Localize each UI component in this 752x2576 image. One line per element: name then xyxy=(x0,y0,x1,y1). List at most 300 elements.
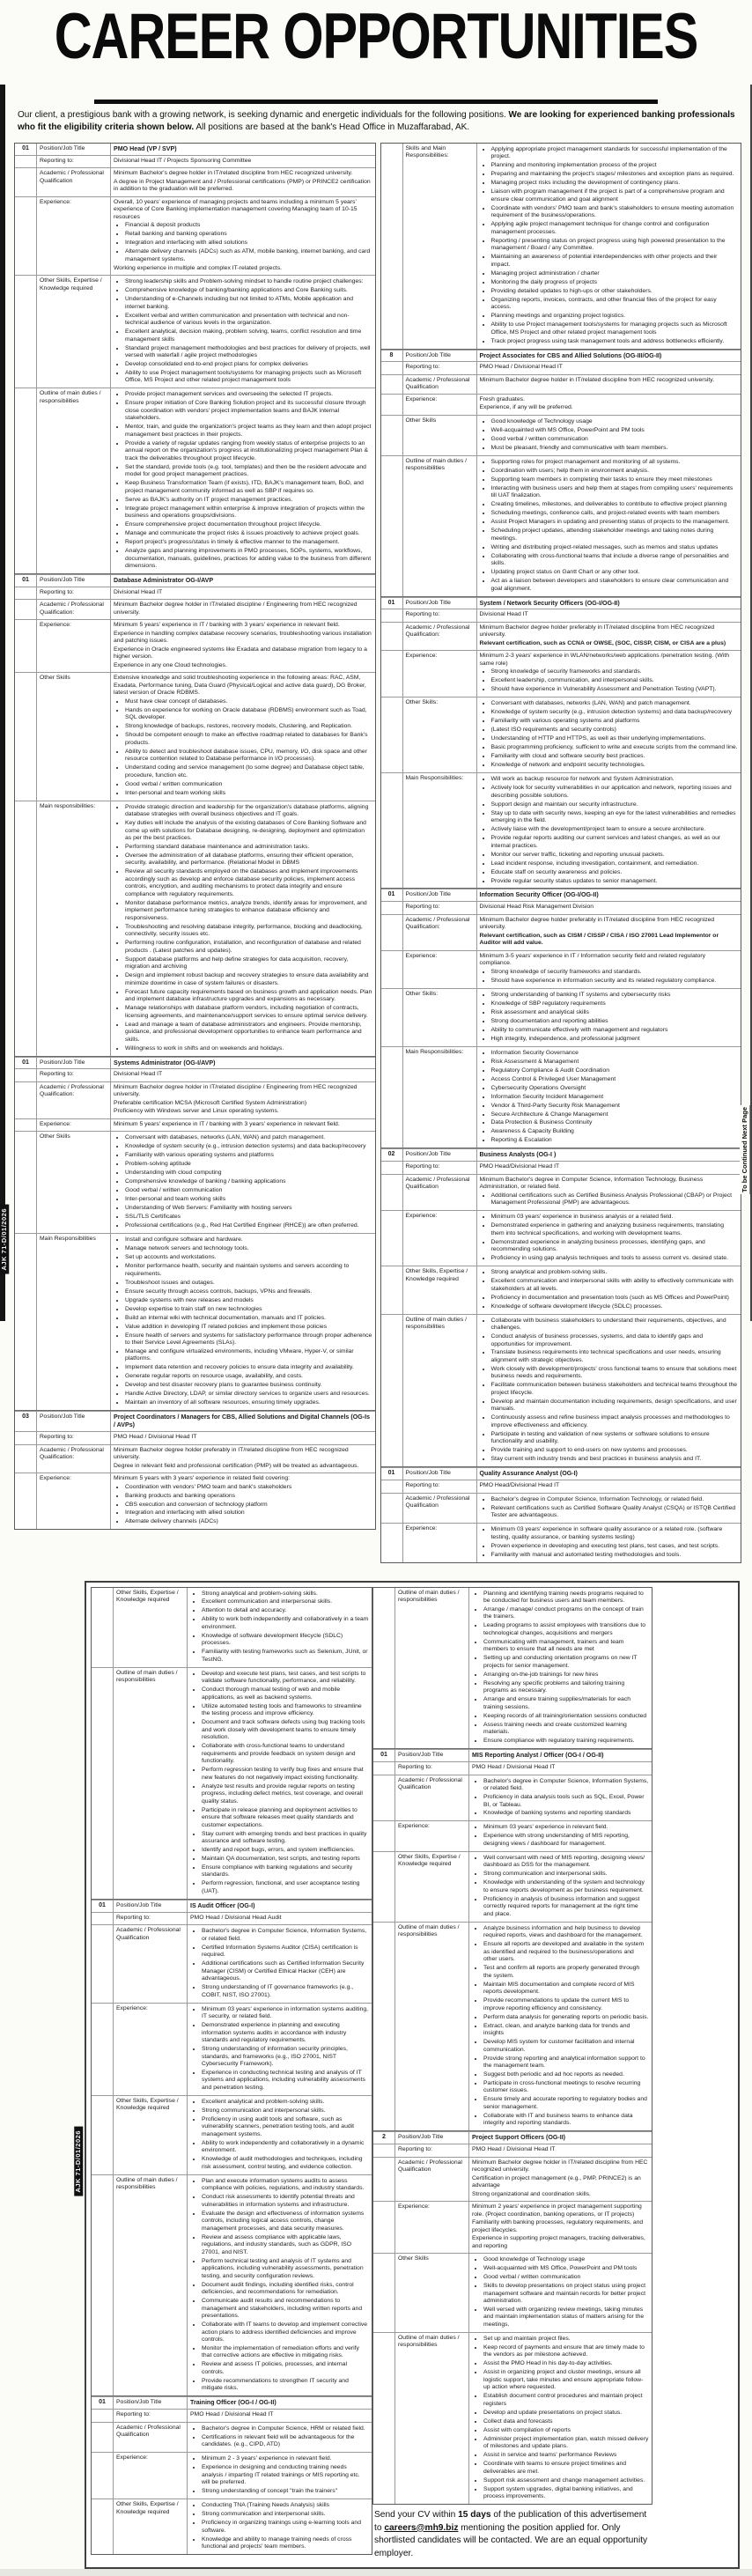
bullet-item: • Managing project risks including the development of contingency plans. xyxy=(491,180,739,187)
bullet-item: • Mentor, train, and guide the organization's project teams as they learn and then adopt project management best practices in their projects. xyxy=(125,424,372,439)
bullet-item: • Alternate delivery channels (ADCs) xyxy=(125,1518,372,1525)
field-content xyxy=(468,2144,652,2156)
position-count xyxy=(381,1175,402,1210)
bullet-item: • Communicate audit results and recommendations to management and stakeholders, including written reports and presentations. xyxy=(202,2298,369,2320)
bullet-item: • Continuously assess and refine business impact analysis processes and methodologies to improve effectiveness and efficiency. xyxy=(491,1414,739,1429)
field-row xyxy=(381,1493,741,1523)
bullet-item: • Should be competent enough to make an effective roadmap related to databases for Bank's products. xyxy=(125,732,372,747)
field-row xyxy=(15,167,375,196)
bullet-item: • Managing project administration / charter xyxy=(491,270,739,277)
field-row xyxy=(15,801,375,1056)
field-row xyxy=(15,1411,375,1431)
field-content xyxy=(110,156,375,167)
field-label: Other Skills, Expertise / Knowledge required xyxy=(36,276,110,388)
position-count xyxy=(381,915,402,950)
field-row xyxy=(381,1210,741,1266)
field-row xyxy=(381,697,741,772)
bullet-item: • Scheduling project updates, attending stakeholder meetings and taking notes during meetings. xyxy=(491,528,739,543)
field-label: Experience: xyxy=(394,2202,468,2253)
bullet-item: • CBS execution and conversion of technology platform xyxy=(125,1502,372,1509)
text-line: PMO Head / Divisional Head IT xyxy=(190,2411,274,2418)
field-row xyxy=(15,1131,375,1233)
field-row xyxy=(15,1431,375,1443)
bullet-list xyxy=(480,1526,739,1559)
field-row xyxy=(381,1161,741,1173)
field-row xyxy=(381,622,741,650)
text-line: Minimum Bachelor degree holder in IT/related discipline / Engineering from HEC recognized university. xyxy=(114,602,358,616)
field-row xyxy=(373,1851,652,1922)
apply-instructions xyxy=(372,2505,652,2562)
bullet-list xyxy=(114,278,372,385)
position-count xyxy=(373,2254,394,2332)
position-block xyxy=(381,1148,741,1466)
bullet-item: • Ability to communicate effectively with management and regulators xyxy=(491,1027,739,1034)
position-count: 01 xyxy=(387,599,395,606)
field-label: Academic / Professional Qualification: xyxy=(36,1082,110,1118)
position-count xyxy=(15,168,36,196)
bullet-list xyxy=(114,1236,372,1407)
field-label: Position/Job Title xyxy=(402,351,476,362)
field-row xyxy=(381,609,741,621)
text-line: PMO Head / Divisional Head IT xyxy=(472,1764,556,1771)
field-row xyxy=(15,619,375,672)
text-line: A degree in Project Management and / Professional certifications (PMP) or PRINCE2 certification in addition to the graduation will be preferred. xyxy=(114,178,371,193)
field-row xyxy=(381,772,741,888)
bullet-item: • Strong leadership skills and Problem-solving mindset to handle routine project challenges: xyxy=(125,278,372,285)
bullet-item: • Collaborate with IT teams to develop and implement corrective action plans to address identified deficiencies and improve controls. xyxy=(202,2321,369,2343)
bullet-item: • Good verbal / written communication xyxy=(483,2274,649,2281)
bullet-item: • Collaborate with IT and business teams to enhance data integrity and reporting standards. xyxy=(483,2113,649,2128)
position-count xyxy=(15,276,36,388)
position-count xyxy=(15,156,36,167)
intro-text: Our client, a prestigious bank with a growing network, is seeking dynamic and energetic individuals for the following positions. xyxy=(18,110,509,120)
field-content xyxy=(187,1588,372,1667)
text-line: Divisional Head IT / Projects Sponsoring Committee xyxy=(114,157,252,164)
bullet-item: • Relevant certifications such as Certified Software Quality Analyst (CSQA) or ISTQB Certified Tester are advantageous. xyxy=(491,1505,739,1520)
position-title: Systems Administrator (OG-I/AVP) xyxy=(110,1058,375,1069)
field-row xyxy=(92,2452,372,2498)
field-content xyxy=(476,1524,741,1561)
field-content xyxy=(476,1162,741,1173)
text-line: Minimum Bachelor's degree in Computer Science, Information Technology, Business Administration, or related field. xyxy=(479,1176,704,1191)
bullet-item: • Experience in designing and conducting training needs analysis / imparting IT related trainings or MIS reporting etc. will be preferred. xyxy=(202,2464,369,2486)
position-block xyxy=(381,1466,741,1561)
bullet-item: • Proficiency in analysis of business information and suggest correctly required reports for management at the right time and place. xyxy=(483,1896,649,1918)
field-label: Outline of main duties / responsibilities xyxy=(394,1923,468,2131)
bullet-item: • Minimum 03 years' experience in software quality assurance or a related role. (software testing, quality assurance, or banking systems testing) xyxy=(491,1526,739,1541)
position-count xyxy=(373,2158,394,2201)
bullet-item: • Collaborate with business stakeholders to understand their requirements, objectives, and challenges. xyxy=(491,1318,739,1332)
field-content xyxy=(187,1913,372,1924)
position-count: 01 xyxy=(99,1901,106,1908)
field-row xyxy=(373,1922,652,2131)
position-block xyxy=(15,1410,375,1529)
field-row xyxy=(15,587,375,599)
field-content xyxy=(476,1480,741,1492)
bullet-item: • Ensure comprehensive project documentation throughout project lifecycle. xyxy=(125,521,372,528)
position-count xyxy=(381,1524,402,1561)
field-label: Academic / Professional Qualification xyxy=(402,1494,476,1523)
position-count xyxy=(92,2175,113,2396)
bullet-item: • Access Control & Privileged User Management xyxy=(491,1076,739,1083)
bullet-item: • Manage network servers and technology tools. xyxy=(125,1245,372,1252)
field-row xyxy=(381,988,741,1046)
position-count: 01 xyxy=(99,2399,106,2406)
position-count xyxy=(15,620,36,672)
bullet-item: • Plan and execute information systems audits to assess compliance with policies, regulations, and industry standards. xyxy=(202,2178,369,2193)
bullet-item: • Vendor & Third-Party Security Risk Management xyxy=(491,1103,739,1110)
bullet-item: • Design and implement robust backup and recovery strategies to ensure data availability and minimize downtime in case of system failures or disasters. xyxy=(125,972,372,987)
field-content xyxy=(476,1211,741,1266)
bullet-item: • Knowledge of software development lifecycle (SDLC) processes. xyxy=(491,1303,739,1310)
position-count xyxy=(15,1234,36,1410)
position-title: Database Administrator OG-I/AVP xyxy=(110,575,375,587)
field-content xyxy=(110,620,375,672)
bullet-item: • Proven experience in developing and executing test plans, test cases, and test scripts. xyxy=(491,1543,739,1550)
field-label: Experience: xyxy=(36,1473,110,1529)
bullet-item: • Excellent leadership, communication, and interpersonal skills. xyxy=(491,677,739,684)
bullet-item: • Support system upgrades, digital banking initiatives, and process improvements. xyxy=(483,2486,649,2501)
field-row xyxy=(381,1314,741,1467)
bullet-item: • Risk Assessment & Management xyxy=(491,1059,739,1066)
bullet-item: • Experience with strong understanding of MIS reporting, designing views / dashboard for management. xyxy=(483,1833,649,1848)
bullet-item: • Develop and test disaster recovery plans to guarantee business continuity. xyxy=(125,1382,372,1389)
field-content xyxy=(476,698,741,772)
position-title: Quality Assurance Analyst (OG-I) xyxy=(476,1468,741,1480)
text-line: Extensive knowledge and solid troubleshooting experience in the following areas: RAC, ASM, Exadata, Performance tuning, Data Guard (Physical/Logical and active data guard), DG Broker, latest version of Oracle RDBMS. xyxy=(114,675,366,697)
field-label: Academic / Professional Qualification: xyxy=(36,1445,110,1473)
field-label: Outline of main duties / responsibilities xyxy=(36,388,110,573)
bullet-item: • Monitoring the daily progress of projects xyxy=(491,279,739,286)
field-label: Other Skills: xyxy=(402,698,476,772)
position-count: 01 xyxy=(22,1059,29,1066)
text-line: Minimum 2 years' experience in project management supporting role. (Project coordination, banking operations, or IT projects) xyxy=(472,2203,642,2218)
field-content xyxy=(187,1925,372,2002)
field-content xyxy=(110,1432,375,1443)
field-content xyxy=(468,1775,652,1821)
bullet-item: • Forecast future capacity requirements based on business growth and application needs. Plan and implement database infrastructure upgrades and expansions as necessary. xyxy=(125,989,372,1004)
bullet-item: • Coordination with vendors' PMO team and bank's stakeholders xyxy=(125,1484,372,1491)
bullet-item: • Knowledge of system security (e.g., intrusion detection systems) and data backup/recovery xyxy=(125,1143,372,1150)
field-content xyxy=(110,1473,375,1529)
bullet-item: • Problem-solving aptitude xyxy=(125,1161,372,1168)
bullet-item: • Actively liaise with the development/project team to ensure a secure architecture. xyxy=(491,826,739,833)
field-content xyxy=(187,2410,372,2421)
bullet-item: • Bachelor's degree in Computer Science, Information Systems, or related field. xyxy=(483,1778,649,1793)
bullet-item: • Must be pleasant, friendly and communicative with team members. xyxy=(491,445,739,452)
position-count xyxy=(381,651,402,697)
field-label: Position/Job Title xyxy=(402,889,476,901)
bullet-item: • Provide project management services and overseeing the selected IT projects. xyxy=(125,391,372,398)
bullet-item: • Inter-personal and team working skills xyxy=(125,1196,372,1203)
intro-paragraph xyxy=(0,104,752,137)
bullet-item: • Interacting with business users and help them at stages from compiling users' requirements till UAT finalization. xyxy=(491,485,739,500)
text-line: Minimum Bachelor's degree holder in IT/related discipline from HEC recognized university. xyxy=(114,170,353,177)
field-row xyxy=(381,650,741,697)
position-count xyxy=(373,1923,394,2131)
text-line: PMO Head / Divisional Head IT xyxy=(472,2146,556,2153)
bullet-item: • Understanding of HTTP and HTTPS, as well as their underlying implementations. xyxy=(491,735,739,742)
bullet-item: • Assist the PMO Head in his day-to-day activities. xyxy=(483,2360,649,2367)
field-content xyxy=(476,1266,741,1313)
bullet-list xyxy=(480,700,739,769)
left-scan-edge xyxy=(0,85,5,1321)
bullet-list xyxy=(114,1134,372,1229)
bullet-item: • Generate regular reports on resource usage, availability, and costs. xyxy=(125,1373,372,1380)
field-label: Skills and Main Responsibilities: xyxy=(402,144,476,349)
field-row xyxy=(15,1118,375,1131)
bullet-item: • Skills to develop presentations on project status using project management software and maintain records for better project administration. xyxy=(483,2283,649,2305)
bullet-item: • Excellent verbal and written communication and presentation with technical and non-technical audience of various levels in the organization. xyxy=(125,313,372,328)
bullet-item: • Performing standard database maintenance and administration tasks. xyxy=(125,844,372,851)
bullet-item: • Report project's progress/status in timely & effective manner to the management. xyxy=(125,539,372,546)
bullet-item: • Familiarity with manual and automated testing methodologies and tools. xyxy=(491,1552,739,1559)
bullet-list xyxy=(480,1192,739,1207)
bullet-item: • Ability to work both independently and collaboratively in a team environment. xyxy=(202,1616,369,1631)
bullet-item: • Excellent communication and interpersonal skills with ability to effectively communicate with stakeholders at all levels. xyxy=(491,1278,739,1293)
bullet-item: • Suggest both periodic and ad hoc reports as needed. xyxy=(483,2071,649,2078)
field-label: Outline of main duties / responsibilities xyxy=(113,2175,187,2396)
field-label: Reporting to: xyxy=(402,1162,476,1173)
bullet-item: • Manage and configure virtualized environments, including VMware, Hyper-V, or similar platforms. xyxy=(125,1348,372,1363)
page-one-left-column xyxy=(14,143,376,1530)
bullet-list xyxy=(190,1671,369,1896)
bullet-item: • Communicating with management, trainers and team members to ensure that all needs are met xyxy=(483,1639,649,1654)
field-row xyxy=(381,889,741,901)
bullet-item: • Monitor our server traffic, ticketing and reporting unusual packets. xyxy=(491,852,739,859)
bullet-item: • Minimum 2 - 3 years' experience in relevant field. xyxy=(202,2455,369,2462)
bullet-item: • Will work as backup resource for network and System Administration. xyxy=(491,776,739,783)
bullet-item: • Conduct analysis of business processes, systems, and data to identify gaps and opportunities for improvement. xyxy=(491,1333,739,1348)
position-count xyxy=(381,1480,402,1492)
bullet-item: • Provide regular security status updates to senior management. xyxy=(491,878,739,885)
bullet-item: • Set the standard, provide tools (e.g. tool, templates) and then be the resident advocate and model for good project management practices. xyxy=(125,464,372,479)
bullet-item: • Assist in service and teams' performance Reviews xyxy=(483,2452,649,2459)
field-label: Position/Job Title xyxy=(36,575,110,587)
bullet-item: • Understanding of e-Channels including but not limited to ATMs, Mobile application and internet banking. xyxy=(125,296,372,311)
bullet-list xyxy=(190,2099,369,2171)
field-label: Experience: xyxy=(402,1211,476,1266)
bullet-item: • Knowledge of system security (e.g., intrusion detection systems) and data backup/recovery xyxy=(491,709,739,716)
text-line: Relevant certification, such as CISM / CISSP / CISA / ISO 27001 Lead Implementor or Auditor will add value. xyxy=(479,932,719,947)
position-count xyxy=(373,1762,394,1774)
field-label: Position/Job Title xyxy=(394,2132,468,2144)
field-row xyxy=(381,1480,741,1492)
position-count xyxy=(381,362,402,373)
bullet-item: • Planning and identifying training needs programs required to be conducted for business users and team members. xyxy=(483,1591,649,1605)
bullet-item: • Oversee the administration of all database platforms, ensuring their efficient operation, security, availability, and performance. (Relational Model in DBMS xyxy=(125,853,372,867)
bullet-item: • Proficiency in organizing trainings using e-learning tools and software. xyxy=(202,2520,369,2535)
field-row xyxy=(15,1057,375,1069)
bullet-item: • Integration and interfacing with allied solution xyxy=(125,1509,372,1517)
bullet-list xyxy=(114,804,372,1053)
position-block xyxy=(381,144,741,349)
bullet-item: • Knowledge of network and endpoint security technologies. xyxy=(491,762,739,769)
field-label: Academic / Professional Qualification xyxy=(394,1775,468,1821)
position-count xyxy=(15,1445,36,1473)
field-content xyxy=(187,2175,372,2396)
bullet-item: • Good knowledge of Technology usage xyxy=(483,2256,649,2263)
field-row xyxy=(92,2498,372,2554)
bullet-item: • Familiarity with various operating systems and platforms xyxy=(491,718,739,725)
field-label: Position/Job Title xyxy=(36,1058,110,1069)
field-row xyxy=(381,901,741,913)
field-label: Outline of main duties / responsibilities xyxy=(402,456,476,596)
bullet-item: • Provide training and support to end-users on new systems and processes. xyxy=(491,1447,739,1454)
field-row xyxy=(373,2131,652,2144)
bullet-list xyxy=(480,459,739,593)
bullet-item: • Integrate project management within enterprise & improve integration of projects within the business and operations groups/divisions. xyxy=(125,506,372,520)
bullet-item: • Manage relationships with database platform vendors, including negotiation of contracts, licensing agreements, and maintenance/support services to ensure optimal service delivery. xyxy=(125,1005,372,1020)
field-row xyxy=(373,1749,652,1761)
bullet-item: • Strong communication and interpersonal skills. xyxy=(202,2107,369,2115)
position-count xyxy=(381,773,402,888)
bullet-item: • Proficiency in data analysis tools such as SQL, Excel, Power BI, or Tableau. xyxy=(483,1794,649,1809)
position-count xyxy=(15,1119,36,1131)
position-count xyxy=(92,1913,113,1924)
text-line: Minimum 3-5 years' experience in IT / Information security field and related regulatory compliance. xyxy=(479,952,706,967)
bullet-item: • Inter-personal and team working skills xyxy=(125,790,372,797)
bullet-item: • Strong knowledge of security frameworks and standards. xyxy=(491,668,739,675)
bullet-item: • Maintain MIS documentation and complete record of MIS reports development. xyxy=(483,1982,649,1997)
bullet-item: • Assist Project Managers in updating and presenting status of projects to the management. xyxy=(491,519,739,526)
bullet-item: • Excellent analytical and problem-solving skills. xyxy=(202,2099,369,2106)
bullet-list xyxy=(114,1484,372,1526)
position-title: Project Coordinators / Managers for CBS, Allied Solutions and Digital Channels (OG-Is / AVPs) xyxy=(110,1412,375,1431)
bullet-item: • Supporting team members in completing their tasks to ensure they meet milestones xyxy=(491,476,739,483)
bullet-item: • Banking products and banking operations xyxy=(125,1493,372,1500)
bullet-item: • Conversant with databases, networks (LAN, WAN) and patch management. xyxy=(125,1134,372,1141)
bullet-item: • Conduct thorough manual testing of web and mobile applications, as well as backend systems. xyxy=(202,1687,369,1701)
bullet-item: • Planning meetings and organizing project logistics. xyxy=(491,313,739,320)
text-line: Preferable certification MCSA (Microsoft Certified System Administration) xyxy=(114,1099,307,1106)
bullet-item: • Well-acquainted with MS Office, PowerPoint and PM tools xyxy=(483,2265,649,2272)
field-content xyxy=(468,2333,652,2504)
page-two-right-wrap xyxy=(372,1587,652,2563)
field-content xyxy=(468,1762,652,1774)
field-row xyxy=(373,2144,652,2156)
position-count: 01 xyxy=(380,1752,387,1759)
bullet-item: • Stay current with emerging trends and best practices in quality assurance and software testing. xyxy=(202,1831,369,1846)
bullet-item: • Knowledge and ability to manage training needs of cross functional and projects' team members. xyxy=(202,2536,369,2551)
field-label: Other Skills: xyxy=(402,989,476,1046)
bullet-item: • Review and assess IT policies, processes, and internal controls. xyxy=(202,2361,369,2376)
bullet-list xyxy=(472,1925,649,2128)
field-row xyxy=(15,275,375,388)
bullet-item: • Ensure all reports are developed and available in the system as identified and required to the business/operations and other users. xyxy=(483,1941,649,1963)
text-line: Minimum Bachelor degree holder in IT/related discipline from HEC recognized university. xyxy=(472,2159,648,2174)
bullet-item: • Updating project status on Gantt Chart or any other tool. xyxy=(491,569,739,576)
position-count xyxy=(373,2144,394,2156)
position-count xyxy=(15,600,36,619)
field-row xyxy=(92,2003,372,2095)
field-row xyxy=(15,1473,375,1529)
position-count xyxy=(92,2096,113,2174)
text-line: Experience in supporting project managers, tracking deliverables, and reporting xyxy=(472,2235,645,2249)
bullet-item: • Implement data retention and recovery policies to ensure data integrity and availability. xyxy=(125,1364,372,1371)
bullet-list xyxy=(472,2256,649,2329)
ad-reference-number-top: AJK 71-D/01/2026 xyxy=(0,1205,9,1274)
bullet-item: • Demonstrated experience in planning and executing information systems audits in accordance with industry standards and regulatory requirements. xyxy=(202,2022,369,2044)
bullet-item: • Maintaining an awareness of potential interdependencies with other projects and their impact. xyxy=(491,254,739,269)
bullet-item: • Conduct risk assessments to identify potential threats and vulnerabilities in information systems and infrastructure. xyxy=(202,2194,369,2209)
position-count xyxy=(15,587,36,599)
bullet-item: • Well versed with organizing review meetings, taking minutes and maintain implementation status of matters arising for the meetings. xyxy=(483,2307,649,2329)
field-content xyxy=(110,1119,375,1131)
position-block xyxy=(381,349,741,596)
continued-next-page-label: To be Continued Next Page xyxy=(741,1107,748,1192)
field-label: Academic / Professional Qualification: xyxy=(36,600,110,619)
bullet-item: • Bachelor's degree in Computer Science, Information Systems, or related field. xyxy=(202,1928,369,1943)
bullet-item: • Evaluate the design and effectiveness of information systems controls, including logical access controls, change management processes, and data security measures. xyxy=(202,2211,369,2233)
field-label: Experience: xyxy=(113,2004,187,2095)
position-count xyxy=(381,1315,402,1467)
bullet-item: • Monitor database performance metrics, analyze trends, identify areas for improvement, and implement performance tuning strategies to enhance database efficiency and responsiveness. xyxy=(125,900,372,922)
field-row xyxy=(373,1761,652,1774)
position-count: 2 xyxy=(382,2134,386,2141)
bullet-item: • Strong documentation and reporting abilities xyxy=(491,1018,739,1025)
bullet-item: • Develop consolidated end-to-end project plans for complex deliveries xyxy=(125,361,372,368)
field-content xyxy=(187,2004,372,2095)
bullet-item: • Translate business requirements into technical specifications and user needs, ensuring alignment with strategic objectives. xyxy=(491,1349,739,1364)
field-label: Academic / Professional Qualification xyxy=(113,2423,187,2452)
bullet-item: • Analyze test results and provide regular reports on testing progress, including defect metrics, test coverage, and overall quality status. xyxy=(202,1783,369,1805)
position-count xyxy=(92,2499,113,2554)
field-row xyxy=(15,1233,375,1410)
field-row xyxy=(381,950,741,988)
bullet-item: • Financial & deposit products xyxy=(125,222,372,229)
bullet-item: • Strong understanding of concept "train the trainers" xyxy=(202,2488,369,2495)
text-line: Minimum 5 years' experience in IT / banking with 3 years' experience in relevant field. xyxy=(114,622,340,629)
bullet-list xyxy=(480,969,739,985)
bullet-item: • Resolving any specific problems and tailoring training programs as necessary. xyxy=(483,1680,649,1695)
bullet-item: • Good knowledge of Technology usage xyxy=(491,418,739,425)
apply-text-3: mentioning the position applied for. Only shortlisted candidates will be contacted. We are an equal opportunity employer. xyxy=(374,2522,648,2558)
bullet-list xyxy=(190,2425,369,2449)
position-count xyxy=(381,609,402,621)
page-title: CAREER OPPORTUNITIES xyxy=(54,1,698,73)
bullet-list xyxy=(472,1591,649,1746)
bullet-item: • Coordinate with teams to ensure project timelines and deliverables are met. xyxy=(483,2461,649,2476)
field-content xyxy=(187,2499,372,2554)
bullet-item: • Knowledge of audit methodologies and techniques, including risk assessment, control testing, and evidence collection. xyxy=(202,2156,369,2171)
text-line: Experience in any one Cloud technologies. xyxy=(114,661,227,668)
bullet-item: • Knowledge of software development lifecycle (SDLC) processes. xyxy=(202,1633,369,1648)
field-label: Academic / Professional Qualification: xyxy=(402,623,476,650)
position-count xyxy=(381,698,402,772)
field-content xyxy=(468,2158,652,2201)
bullet-item: • Document and track software defects using bug tracking tools and work closely with development teams to ensure timely resolution. xyxy=(202,1719,369,1741)
apply-text-2: of the publication of this advertisement to xyxy=(374,2510,647,2533)
bullet-item: • Assess training needs and create customized learning materials. xyxy=(483,1722,649,1737)
bullet-item: • Perform technical testing and analysis of IT systems and applications, including vulnerability assessments, penetration testing, and security configuration reviews. xyxy=(202,2258,369,2280)
text-line: PMO Head/Divisional Head IT xyxy=(479,1163,560,1170)
field-label: Reporting to: xyxy=(394,1762,468,1774)
field-label: Experience: xyxy=(402,651,476,697)
bullet-item: • Serve as BAJK's authority on IT project management practices. xyxy=(125,497,372,504)
field-label: Experience: xyxy=(402,951,476,988)
position-title: Project Support Officers (OG-II) xyxy=(468,2132,652,2144)
field-content xyxy=(476,902,741,913)
field-content xyxy=(110,1132,375,1233)
text-line: Working experience in multiple and complex IT-related projects. xyxy=(114,264,283,271)
position-count xyxy=(92,1668,113,1899)
position-count xyxy=(381,951,402,988)
field-row xyxy=(92,2409,372,2421)
bullet-item: • Hands on experience for working on Oracle database (RDBMS) environment such as Toad, SQL developer. xyxy=(125,707,372,722)
bullet-item: • Ability to use Project management tools/systems for managing projects such as Microsoft Office, MS Project and other related project management tools xyxy=(125,370,372,385)
text-line: Minimum Bachelor degree holder preferably in IT/related discipline from HEC recognized university. xyxy=(114,1446,349,1461)
